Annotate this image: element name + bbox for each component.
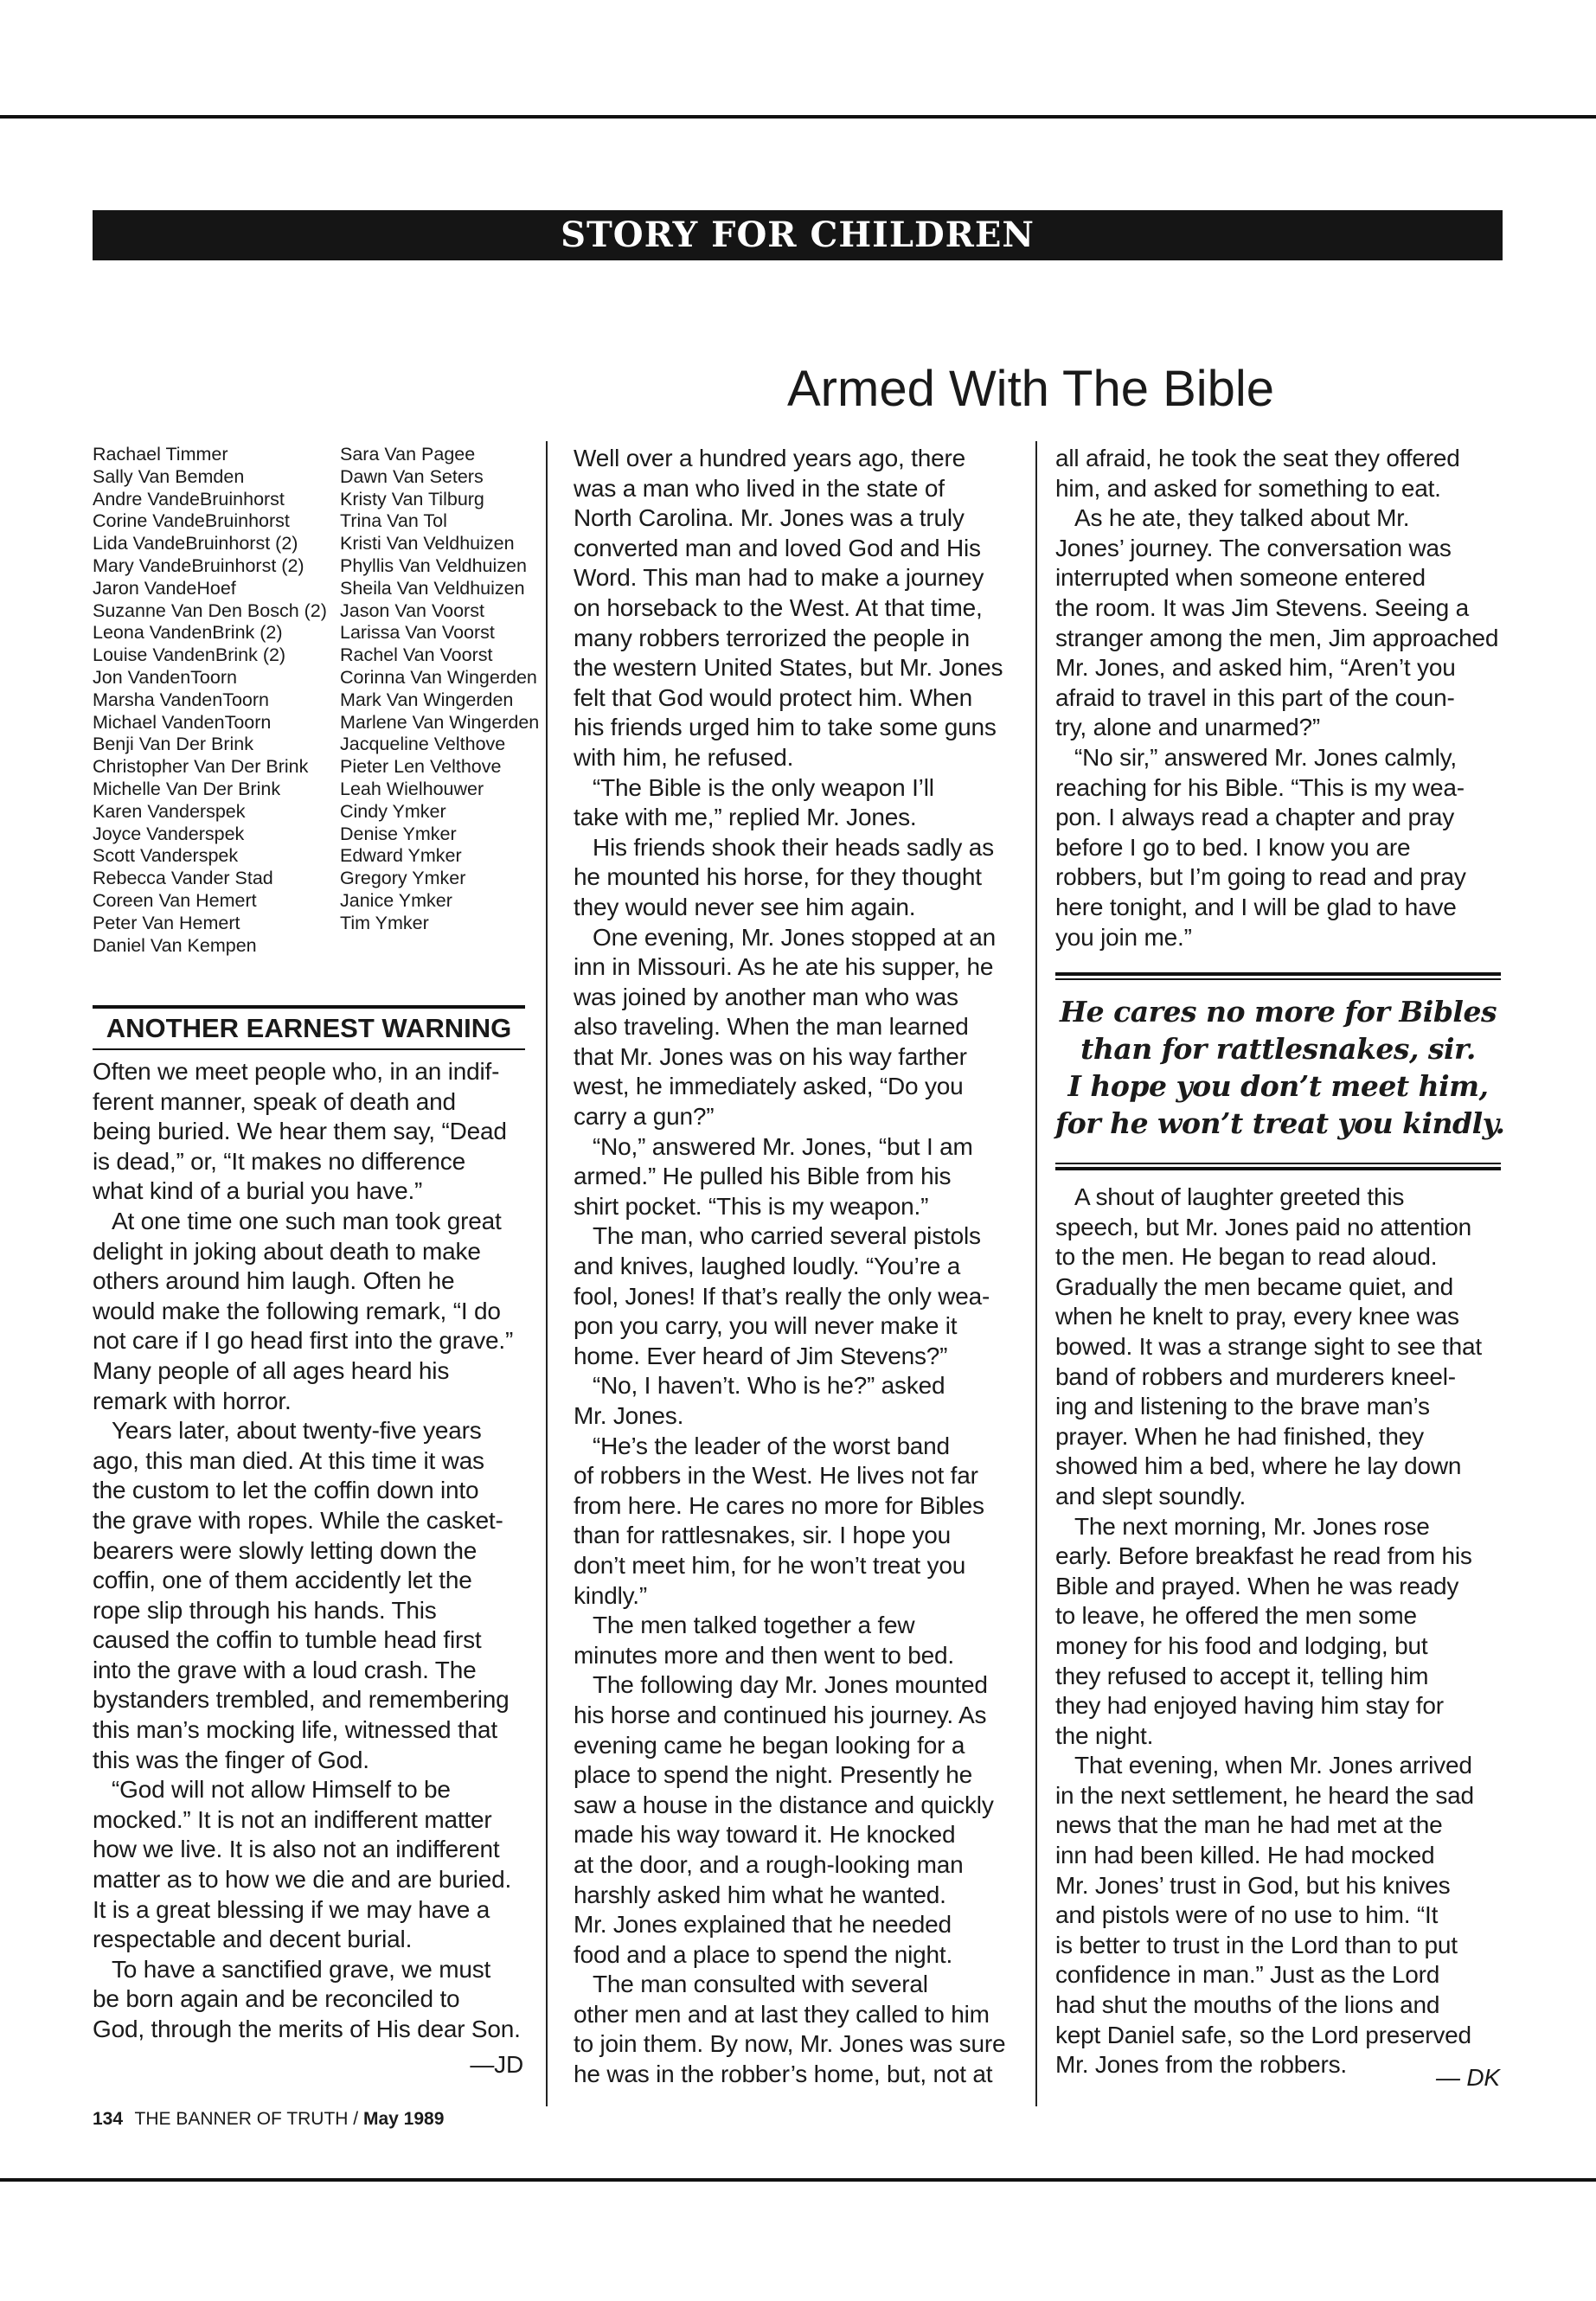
text-line: Mr. Jones, and asked him, “Aren’t you (1055, 654, 1456, 682)
text-line: afraid to travel in this part of the coun- (1055, 683, 1455, 711)
name-entry: Rachel Van Voorst (340, 644, 493, 666)
text-line: armed.” He pulled his Bible from his (574, 1163, 952, 1190)
text-line: the night. (1055, 1721, 1154, 1749)
text-line: not care if I go head first into the grave.” (93, 1327, 514, 1355)
name-entry: Sally Van Bemden (93, 465, 245, 487)
section-banner: STORY FOR CHILDREN (93, 210, 1503, 260)
name-entry: Rebecca Vander Stad (93, 868, 273, 889)
name-entry: Janice Ymker (340, 889, 452, 911)
name-entry: Gregory Ymker (340, 868, 466, 889)
text-line: As he ate, they talked about Mr. (1074, 504, 1410, 532)
name-entry: Andre VandeBruinhorst (93, 488, 285, 510)
text-line: It is a great blessing if we may have a (93, 1895, 490, 1923)
name-entry: Benji Van Der Brink (93, 734, 254, 755)
text-line: At one time one such man took great (112, 1207, 502, 1234)
top-rule (0, 115, 1596, 119)
text-line: ing and listening to the brave man’s (1055, 1393, 1430, 1420)
text-line: delight in joking about death to make (93, 1237, 481, 1265)
text-line: speech, but Mr. Jones paid no attention (1055, 1213, 1471, 1240)
name-entry: Leona VandenBrink (2) (93, 622, 283, 644)
name-entry: Marlene Van Wingerden (340, 711, 540, 733)
name-entry: Sara Van Pagee (340, 444, 476, 465)
text-line: The next morning, Mr. Jones rose (1074, 1512, 1430, 1540)
text-line: “God will not allow Himself to be (112, 1776, 451, 1804)
text-line: to leave, he offered the men some (1055, 1602, 1417, 1630)
text-line: in the next settlement, he heard the sad (1055, 1781, 1474, 1809)
text-line: this man’s mocking life, witnessed that (93, 1716, 497, 1744)
names-list-col1 (93, 444, 327, 957)
pull-quote-bottom-rule (1055, 1167, 1501, 1170)
text-line: they refused to accept it, telling him (1055, 1662, 1429, 1689)
text-line: The man, who carried several pistols (593, 1222, 981, 1250)
text-line: band of robbers and murderers kneel- (1055, 1362, 1456, 1390)
story-column-2-bottom (1055, 1183, 1505, 2080)
name-entry: Pieter Len Velthove (340, 756, 502, 778)
text-line: others around him laugh. Often he (93, 1267, 455, 1295)
text-line: and pistols were of no use to him. “It (1055, 1901, 1439, 1929)
warning-article-body (93, 1057, 529, 2045)
text-line: being buried. We hear them say, “Dead (93, 1118, 507, 1145)
text-line: what kind of a burial you have.” (93, 1177, 423, 1205)
pull-quote-top-rule (1055, 972, 1501, 976)
text-line: ferent manner, speak of death and (93, 1087, 456, 1115)
name-entry: Jacqueline Velthove (340, 734, 506, 755)
name-entry: Trina Van Tol (340, 510, 447, 532)
text-line: minutes more and then went to bed. (574, 1641, 954, 1669)
text-line: the custom to let the coffin down into (93, 1477, 479, 1504)
text-line: caused the coffin to tumble head first (93, 1626, 482, 1654)
text-line: “No, I haven’t. Who is he?” asked (593, 1372, 945, 1400)
text-line: inn had been killed. He had mocked (1055, 1842, 1435, 1869)
pull-quote-line: He cares no more for Bibles (1059, 995, 1497, 1029)
name-entry: Dawn Van Seters (340, 465, 484, 487)
name-entry: Joyce Vanderspek (93, 823, 245, 844)
text-line: “He’s the leader of the worst band (593, 1432, 950, 1459)
name-entry: Christopher Van Der Brink (93, 756, 309, 778)
text-line: food and a place to spend the night. (574, 1940, 953, 1968)
text-line: carry a gun?” (574, 1103, 715, 1131)
text-line: The following day Mr. Jones mounted (593, 1671, 988, 1699)
text-line: he mounted his horse, for they thought (574, 863, 982, 891)
name-entry: Lida VandeBruinhorst (2) (93, 533, 298, 554)
text-line: Word. This man had to make a journey (574, 564, 984, 592)
text-line: fool, Jones! If that’s really the only wea- (574, 1282, 990, 1310)
text-line: is dead,” or, “It makes no difference (93, 1147, 465, 1175)
text-line: Many people of all ages heard his (93, 1356, 450, 1384)
name-entry: Scott Vanderspek (93, 845, 239, 867)
text-line: bowed. It was a strange sight to see that (1055, 1332, 1482, 1360)
text-line: when he knelt to pray, every knee was (1055, 1303, 1459, 1330)
text-line: the room. It was Jim Stevens. Seeing a (1055, 593, 1469, 621)
name-entry: Tim Ymker (340, 912, 429, 933)
name-entry: Jason Van Voorst (340, 599, 484, 621)
name-entry: Louise VandenBrink (2) (93, 644, 286, 666)
name-entry: Kristy Van Tilburg (340, 488, 484, 510)
text-line: into the grave with a loud crash. The (93, 1656, 477, 1683)
text-line: money for his food and lodging, but (1055, 1631, 1428, 1659)
text-line: kept Daniel safe, so the Lord preserved (1055, 2021, 1471, 2048)
text-line: on horseback to the West. At that time, (574, 593, 983, 621)
pull-quote-top-rule-thin (1055, 978, 1501, 980)
name-entry: Phyllis Van Veldhuizen (340, 554, 527, 576)
text-line: Well over a hundred years ago, there (574, 445, 965, 471)
text-line: that Mr. Jones was on his way farther (574, 1042, 967, 1070)
names-list-col2 (340, 444, 539, 935)
text-line: remark with horror. (93, 1387, 292, 1414)
page-number: 134 (93, 2109, 124, 2129)
bottom-rule (0, 2178, 1596, 2182)
text-line: Mr. Jones’ trust in God, but his knives (1055, 1871, 1451, 1899)
text-line: rope slip through his hands. This (93, 1596, 437, 1624)
text-line: pon you carry, you will never make it (574, 1312, 958, 1340)
text-line: Gradually the men became quiet, and (1055, 1272, 1453, 1300)
text-line: saw a house in the distance and quickly (574, 1791, 994, 1818)
text-line: west, he immediately asked, “Do you (574, 1073, 964, 1100)
text-line: he was in the robber’s home, but, not at (574, 2061, 993, 2088)
column-rule-left (546, 441, 548, 2106)
text-line: many robbers terrorized the people in (574, 624, 970, 651)
text-line: “The Bible is the only weapon I’ll (593, 773, 934, 801)
text-line: mocked.” It is not an indifferent matter (93, 1805, 492, 1833)
text-line: him, and asked for something to eat. (1055, 474, 1441, 502)
text-line: Mr. Jones. (574, 1402, 684, 1429)
text-line: The man consulted with several (593, 1971, 928, 1998)
text-line: don’t meet him, for he won’t treat you (574, 1551, 966, 1579)
text-line: would make the following remark, “I do (93, 1297, 501, 1324)
story-column-1 (574, 444, 1023, 2090)
text-line: than for rattlesnakes, sir. I hope you (574, 1522, 951, 1549)
text-line: God, through the merits of His dear Son. (93, 2016, 521, 2042)
name-entry: Mark Van Wingerden (340, 689, 514, 710)
text-line: to join them. By now, Mr. Jones was sure (574, 2030, 1006, 2058)
text-line: Often we meet people who, in an indif- (93, 1058, 500, 1085)
text-line: from here. He cares no more for Bibles (574, 1491, 984, 1519)
name-entry: Larissa Van Voorst (340, 622, 495, 644)
name-entry: Corine VandeBruinhorst (93, 510, 290, 532)
text-line: interrupted when someone entered (1055, 564, 1426, 592)
text-line: news that the man he had met at the (1055, 1811, 1443, 1839)
text-line: his friends urged him to take some guns (574, 714, 997, 741)
text-line: matter as to how we die and are buried. (93, 1866, 512, 1894)
text-line: Mr. Jones from the robbers. (1055, 2051, 1347, 2079)
name-entry: Marsha VandenToorn (93, 689, 269, 710)
issue-date: May 1989 (362, 2109, 445, 2129)
text-line: his horse and continued his journey. As (574, 1701, 987, 1728)
name-entry: Michelle Van Der Brink (93, 778, 281, 799)
text-line: of robbers in the West. He lives not far (574, 1462, 978, 1490)
pull-quote-bottom-rule-thin (1055, 1163, 1501, 1164)
text-line: confidence in man.” Just as the Lord (1055, 1961, 1440, 1989)
text-line: with him, he refused. (574, 743, 794, 771)
name-entry: Jaron VandeHoef (93, 577, 236, 599)
name-entry: Corinna Van Wingerden (340, 666, 537, 688)
name-entry: Suzanne Van Den Bosch (2) (93, 599, 327, 621)
text-line: That evening, when Mr. Jones arrived (1074, 1752, 1472, 1779)
text-line: take with me,” replied Mr. Jones. (574, 804, 917, 831)
text-line: Years later, about twenty-five years (112, 1417, 482, 1445)
text-line: all afraid, he took the seat they offered (1055, 445, 1460, 471)
text-line: pon. I always read a chapter and pray (1055, 804, 1455, 831)
text-line: inn in Missouri. As he ate his supper, he (574, 953, 994, 981)
column-rule-right (1035, 441, 1037, 2106)
name-entry: Karen Vanderspek (93, 800, 246, 822)
name-entry: Sheila Van Veldhuizen (340, 577, 525, 599)
text-line: the grave with ropes. While the casket- (93, 1506, 503, 1534)
publication-name: THE BANNER OF TRUTH / (134, 2109, 359, 2129)
text-line: before I go to bed. I know you are (1055, 833, 1411, 861)
text-line: also traveling. When the man learned (574, 1013, 969, 1041)
text-line: ago, this man died. At this time it was (93, 1446, 484, 1474)
text-line: Bible and prayed. When he was ready (1055, 1572, 1459, 1599)
name-entry: Daniel Van Kempen (93, 934, 257, 956)
name-entry: Rachael Timmer (93, 444, 228, 465)
text-line: kindly.” (574, 1581, 648, 1609)
story-column-2-top (1055, 444, 1505, 952)
page-footer (93, 2109, 444, 2130)
text-line: Mr. Jones explained that he needed (574, 1911, 952, 1939)
text-line: shirt pocket. “This is my weapon.” (574, 1192, 929, 1220)
text-line: “No sir,” answered Mr. Jones calmly, (1074, 743, 1457, 771)
name-entry: Mary VandeBruinhorst (2) (93, 554, 304, 576)
text-line: Jones’ journey. The conversation was (1055, 534, 1452, 561)
text-line: was joined by another man who was (574, 983, 958, 1010)
text-line: felt that God would protect him. When (574, 683, 973, 711)
text-line: coffin, one of them accidently let the (93, 1567, 472, 1594)
text-line: this was the finger of God. (93, 1746, 369, 1773)
article-title: Armed With The Bible (787, 361, 1275, 417)
text-line: they would never see him again. (574, 893, 916, 920)
name-entry: Michael VandenToorn (93, 711, 272, 733)
name-entry: Peter Van Hemert (93, 912, 240, 933)
pull-quote-line: I hope you don’t meet him, (1067, 1069, 1489, 1103)
name-entry: Leah Wielhouwer (340, 778, 484, 799)
text-line: North Carolina. Mr. Jones was a truly (574, 504, 965, 532)
warning-heading-bottom-rule (93, 1048, 525, 1050)
text-line: is better to trust in the Lord than to put (1055, 1931, 1458, 1958)
pull-quote (1055, 993, 1505, 1142)
text-line: you join me.” (1055, 923, 1192, 951)
text-line: was a man who lived in the state of (574, 474, 945, 502)
text-line: had shut the mouths of the lions and (1055, 1991, 1440, 2019)
text-line: evening came he began looking for a (574, 1731, 965, 1759)
name-entry: Coreen Van Hemert (93, 889, 257, 911)
text-line: reaching for his Bible. “This is my wea- (1055, 773, 1465, 801)
text-line: try, alone and unarmed?” (1055, 714, 1320, 741)
text-line: bystanders trembled, and remembering (93, 1686, 510, 1714)
text-line: stranger among the men, Jim approached (1055, 624, 1499, 651)
text-line: bearers were slowly letting down the (93, 1536, 478, 1564)
name-entry: Denise Ymker (340, 823, 457, 844)
name-entry: Kristi Van Veldhuizen (340, 533, 515, 554)
text-line: how we live. It is also not an indifferent (93, 1836, 500, 1863)
text-line: other men and at last they called to him (574, 2000, 990, 2028)
text-line: early. Before breakfast he read from his (1055, 1542, 1472, 1570)
text-line: at the door, and a rough-looking man (574, 1850, 964, 1878)
text-line: and slept soundly. (1055, 1482, 1247, 1509)
text-line: showed him a bed, where he lay down (1055, 1452, 1462, 1480)
text-line: to the men. He began to read aloud. (1055, 1243, 1438, 1271)
text-line: The men talked together a few (593, 1612, 915, 1639)
text-line: home. Ever heard of Jim Stevens?” (574, 1342, 948, 1369)
warning-signature: —JD (470, 2051, 523, 2078)
text-line: robbers, but I’m going to read and pray (1055, 863, 1466, 891)
text-line: they had enjoyed having him stay for (1055, 1692, 1444, 1720)
text-line: be born again and be reconciled to (93, 1985, 460, 2013)
pull-quote-line: than for rattlesnakes, sir. (1080, 1032, 1476, 1066)
pull-quote-line: for he won’t treat you kindly. (1055, 1106, 1505, 1140)
text-line: converted man and loved God and His (574, 534, 981, 561)
text-line: the western United States, but Mr. Jones (574, 654, 1003, 682)
text-line: A shout of laughter greeted this (1074, 1183, 1405, 1210)
text-line: To have a sanctified grave, we must (112, 1955, 491, 1983)
text-line: respectable and decent burial. (93, 1926, 413, 1953)
name-entry: Jon VandenToorn (93, 666, 237, 688)
name-entry: Cindy Ymker (340, 800, 446, 822)
text-line: One evening, Mr. Jones stopped at an (593, 923, 996, 951)
text-line: here tonight, and I will be glad to have (1055, 893, 1457, 920)
story-signature: — DK (1436, 2064, 1500, 2091)
text-line: made his way toward it. He knocked (574, 1821, 956, 1849)
text-line: His friends shook their heads sadly as (593, 833, 994, 861)
text-line: “No,” answered Mr. Jones, “but I am (593, 1132, 973, 1160)
text-line: harshly asked him what he wanted. (574, 1881, 946, 1908)
text-line: prayer. When he had finished, they (1055, 1422, 1424, 1450)
warning-heading: ANOTHER EARNEST WARNING (106, 1013, 512, 1043)
text-line: place to spend the night. Presently he (574, 1761, 972, 1789)
text-line: and knives, laughed loudly. “You’re a (574, 1253, 961, 1280)
name-entry: Edward Ymker (340, 845, 462, 867)
